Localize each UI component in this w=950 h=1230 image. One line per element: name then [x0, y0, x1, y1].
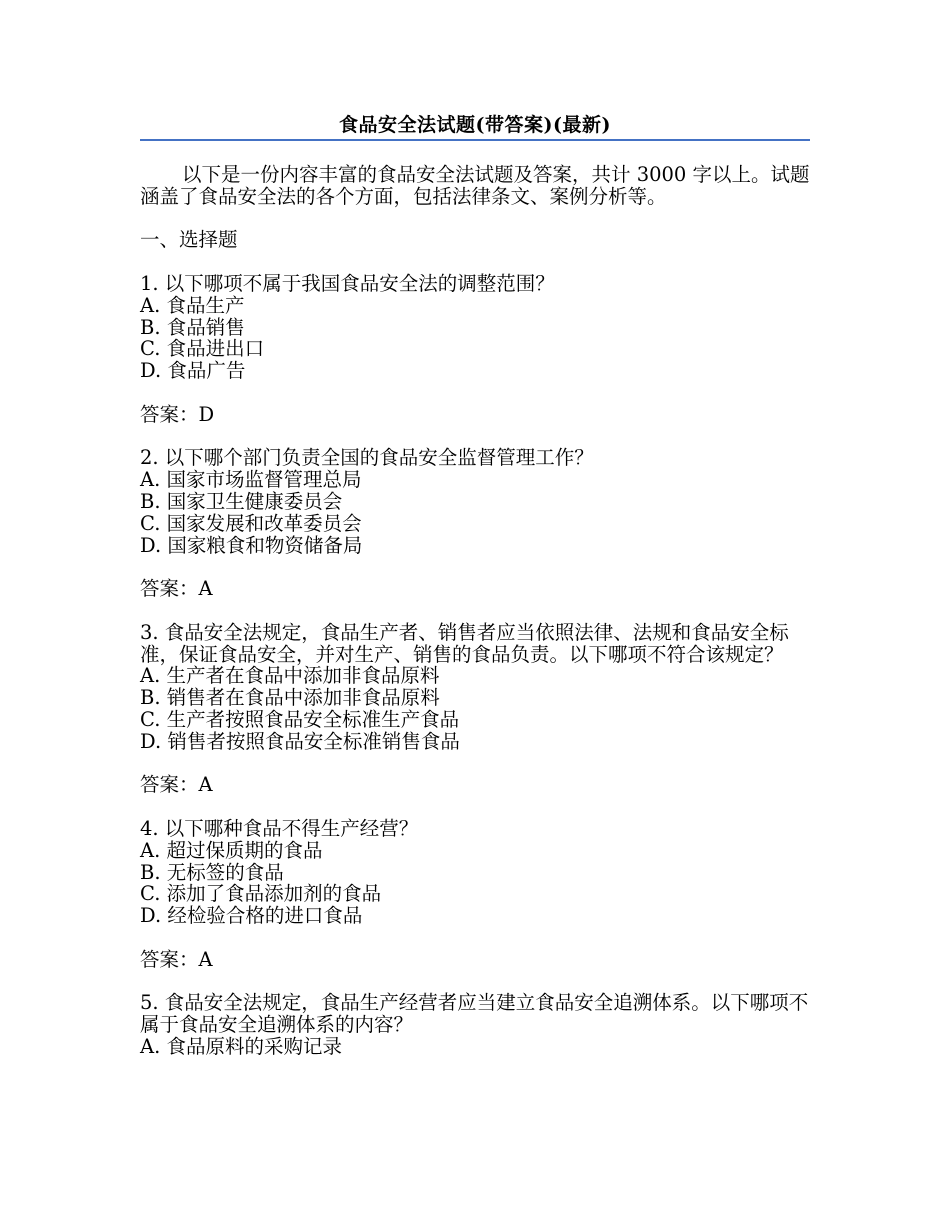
option-a: A. 食品原料的采购记录: [140, 1034, 342, 1058]
option-c: C. 食品进出口: [140, 337, 265, 361]
option-d: D. 销售者按照食品安全标准销售食品: [140, 729, 460, 753]
title-underline: [140, 139, 810, 141]
answer-text: 答案：A: [140, 577, 213, 601]
question-text: 4. 以下哪种食品不得生产经营？: [140, 816, 419, 840]
option-c: C. 添加了食品添加剂的食品: [140, 882, 382, 906]
question-block: [140, 447, 810, 621]
option-b: B. 无标签的食品: [140, 860, 284, 884]
option-d: D. 经检验合格的进口食品: [140, 904, 363, 928]
question-block: [140, 992, 810, 1057]
option-b: B. 销售者在食品中添加非食品原料: [140, 686, 440, 710]
answer-text: 答案：A: [140, 773, 213, 797]
question-block: [140, 273, 810, 447]
question-block: [140, 622, 810, 818]
option-c: C. 国家发展和改革委员会: [140, 511, 362, 535]
option-a: A. 超过保质期的食品: [140, 838, 323, 862]
question-block: [140, 818, 810, 992]
option-c: C. 生产者按照食品安全标准生产食品: [140, 707, 460, 731]
answer-text: 答案：A: [140, 947, 213, 971]
question-text: 3. 食品安全法规定，食品生产者、销售者应当依照法律、法规和食品安全标准，保证食品安全，并对生产、销售的食品负责。以下哪项不符合该规定？: [140, 620, 789, 666]
document-body: [140, 164, 810, 1058]
option-a: A. 生产者在食品中添加非食品原料: [140, 664, 440, 688]
intro-paragraph: 以下是一份内容丰富的食品安全法试题及答案，共计 3000 字以上。试题涵盖了食品安全法的各个方面，包括法律条文、案例分析等。: [140, 163, 810, 208]
document-title: 食品安全法试题(带答案)(最新): [339, 114, 611, 136]
option-a: A. 国家市场监督管理总局: [140, 468, 362, 492]
answer-text: 答案：D: [140, 402, 215, 426]
question-text: 2. 以下哪个部门负责全国的食品安全监督管理工作？: [140, 446, 594, 470]
question-text: 5. 食品安全法规定，食品生产经营者应当建立食品安全追溯体系。以下哪项不属于食品安全追溯体系的内容？: [140, 991, 809, 1037]
option-d: D. 食品广告: [140, 359, 246, 383]
option-d: D. 国家粮食和物资储备局: [140, 533, 363, 557]
option-b: B. 国家卫生健康委员会: [140, 489, 343, 513]
option-a: A. 食品生产: [140, 293, 245, 317]
section-heading: 一、选择题: [140, 228, 238, 252]
option-b: B. 食品销售: [140, 315, 245, 339]
question-text: 1. 以下哪项不属于我国食品安全法的调整范围？: [140, 271, 555, 295]
